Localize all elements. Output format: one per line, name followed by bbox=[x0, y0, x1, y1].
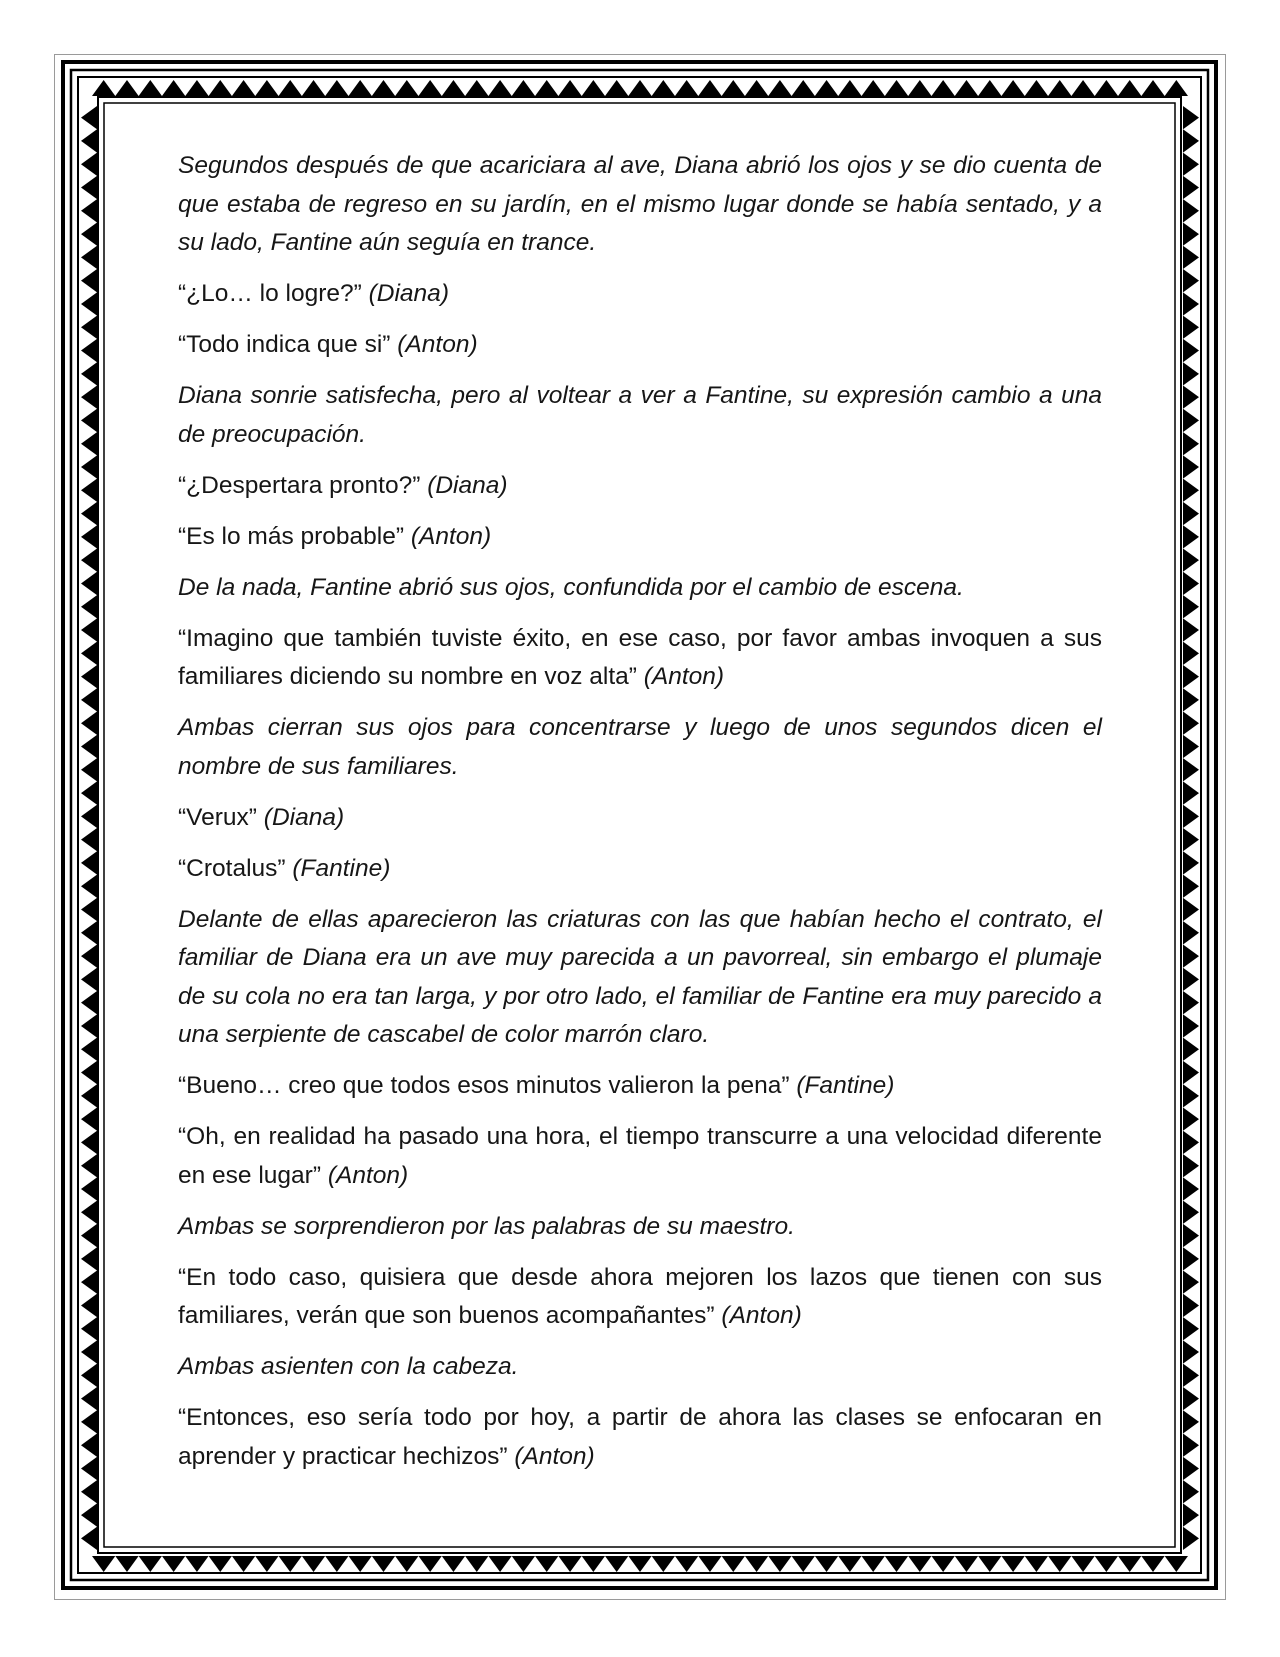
border-triangle bbox=[81, 805, 97, 828]
narration-paragraph: Ambas se sorprendieron por las palabras de su maestro. bbox=[178, 1212, 795, 1240]
border-triangle bbox=[1183, 875, 1199, 898]
border-triangle bbox=[1183, 525, 1199, 548]
border-triangle bbox=[1183, 1527, 1199, 1550]
border-triangle bbox=[1183, 1434, 1199, 1457]
border-triangle bbox=[465, 1556, 488, 1572]
border-triangle bbox=[81, 1224, 97, 1247]
dialogue-line: “Todo indica que si” bbox=[178, 331, 391, 358]
border-triangle bbox=[1183, 595, 1199, 618]
border-triangle bbox=[1183, 828, 1199, 851]
speaker-tag: (Fantine) bbox=[292, 854, 391, 882]
border-triangle bbox=[1183, 1224, 1199, 1247]
border-triangle bbox=[92, 1556, 115, 1572]
border-triangle bbox=[1183, 222, 1199, 245]
border-triangle bbox=[488, 80, 511, 96]
border-triangle bbox=[115, 1556, 138, 1572]
border-triangle bbox=[1183, 944, 1199, 967]
border-triangle bbox=[81, 851, 97, 874]
border-triangle bbox=[418, 80, 441, 96]
border-triangle bbox=[1183, 129, 1199, 152]
border-triangle bbox=[139, 1556, 162, 1572]
border-triangle bbox=[1183, 199, 1199, 222]
dialogue-line: “Entonces, eso sería todo por hoy, a partir de ahora las clases se enfocaran en aprender y practicar hechizos” bbox=[178, 1404, 1102, 1470]
border-triangle bbox=[81, 525, 97, 548]
border-triangle bbox=[209, 1556, 232, 1572]
dialogue-paragraph bbox=[178, 518, 1102, 557]
border-triangle bbox=[232, 1556, 255, 1572]
border-triangle bbox=[279, 80, 302, 96]
dialogue-paragraph bbox=[178, 1399, 1102, 1476]
border-triangle bbox=[255, 80, 278, 96]
dialogue-paragraph bbox=[178, 620, 1102, 697]
border-triangle bbox=[81, 1340, 97, 1363]
border-triangle bbox=[81, 129, 97, 152]
border-triangle bbox=[955, 80, 978, 96]
border-triangle bbox=[862, 1556, 885, 1572]
dialogue-paragraph bbox=[178, 467, 1102, 506]
dialogue-line: “Bueno… creo que todos esos minutos valieron la pena” bbox=[178, 1072, 790, 1099]
border-triangle bbox=[1183, 455, 1199, 478]
border-triangle bbox=[1183, 1387, 1199, 1410]
border-triangle bbox=[81, 246, 97, 269]
border-triangle bbox=[81, 1480, 97, 1503]
border-triangle bbox=[1001, 80, 1024, 96]
border-triangle bbox=[1183, 642, 1199, 665]
border-triangle bbox=[535, 80, 558, 96]
border-triangle bbox=[139, 80, 162, 96]
speaker-tag: (Anton) bbox=[643, 663, 725, 690]
speaker-tag: (Fantine) bbox=[796, 1072, 895, 1099]
border-triangle bbox=[931, 1556, 954, 1572]
border-triangle bbox=[1183, 1271, 1199, 1294]
border-triangle bbox=[325, 80, 348, 96]
border-triangle bbox=[1071, 80, 1094, 96]
border-triangle bbox=[605, 80, 628, 96]
border-triangle bbox=[1183, 432, 1199, 455]
border-triangle bbox=[1183, 991, 1199, 1014]
speaker-tag: (Anton) bbox=[327, 1161, 409, 1189]
border-triangle bbox=[792, 80, 815, 96]
border-triangle bbox=[1048, 80, 1071, 96]
border-triangle bbox=[535, 1556, 558, 1572]
narration-paragraph: Ambas asienten con la cabeza. bbox=[178, 1353, 519, 1380]
border-triangle bbox=[1095, 1556, 1118, 1572]
border-triangle bbox=[1165, 1556, 1188, 1572]
dialogue-line: “En todo caso, quisiera que desde ahora mejoren los lazos que tienen con sus familiares, verán que son buenos acompañantes” bbox=[178, 1263, 1102, 1329]
border-triangle bbox=[1183, 362, 1199, 385]
speaker-tag: (Diana) bbox=[263, 803, 345, 831]
border-triangle bbox=[372, 80, 395, 96]
border-triangle bbox=[1141, 1556, 1164, 1572]
border-triangle bbox=[81, 362, 97, 385]
border-triangle bbox=[1183, 1038, 1199, 1061]
dialogue-paragraph bbox=[178, 1259, 1102, 1336]
border-triangle bbox=[81, 991, 97, 1014]
border-triangle bbox=[81, 549, 97, 572]
border-triangle bbox=[81, 1061, 97, 1084]
border-triangle bbox=[1183, 502, 1199, 525]
border-triangle bbox=[81, 1294, 97, 1317]
border-triangle bbox=[1071, 1556, 1094, 1572]
border-triangle bbox=[1183, 735, 1199, 758]
border-triangle bbox=[81, 1154, 97, 1177]
border-triangle bbox=[792, 1556, 815, 1572]
border-triangle bbox=[1183, 106, 1199, 129]
border-triangle bbox=[349, 1556, 372, 1572]
dialogue-paragraph bbox=[178, 275, 1102, 314]
border-triangle bbox=[81, 1084, 97, 1107]
border-triangle bbox=[279, 1556, 302, 1572]
border-triangle bbox=[1183, 1154, 1199, 1177]
border-triangle bbox=[908, 80, 931, 96]
dialogue-paragraph bbox=[178, 799, 1102, 838]
border-triangle bbox=[162, 80, 185, 96]
border-triangle bbox=[1183, 921, 1199, 944]
border-triangle bbox=[582, 1556, 605, 1572]
border-triangle bbox=[675, 1556, 698, 1572]
border-triangle bbox=[908, 1556, 931, 1572]
dialogue-paragraph bbox=[178, 1067, 1102, 1106]
narration-paragraph: Ambas cierran sus ojos para concentrarse y luego de unos segundos dicen el nombre de sus familiares. bbox=[178, 714, 1102, 780]
border-triangle bbox=[81, 758, 97, 781]
border-triangle bbox=[81, 665, 97, 688]
border-triangle bbox=[1001, 1556, 1024, 1572]
border-triangle bbox=[1183, 269, 1199, 292]
border-triangle bbox=[81, 502, 97, 525]
border-triangle bbox=[652, 1556, 675, 1572]
border-triangle bbox=[1095, 80, 1118, 96]
border-triangle bbox=[395, 1556, 418, 1572]
border-triangle bbox=[1183, 1107, 1199, 1130]
border-triangle bbox=[1183, 758, 1199, 781]
border-triangle bbox=[978, 1556, 1001, 1572]
border-triangle bbox=[255, 1556, 278, 1572]
border-triangle bbox=[628, 80, 651, 96]
border-triangle bbox=[81, 269, 97, 292]
border-triangle bbox=[1165, 80, 1188, 96]
border-triangle bbox=[1183, 618, 1199, 641]
border-triangle bbox=[1183, 316, 1199, 339]
narration-paragraph: Diana sonrie satisfecha, pero al voltear a ver a Fantine, su expresión cambio a una de preocupación. bbox=[178, 382, 1102, 448]
border-triangle bbox=[582, 80, 605, 96]
speaker-tag: (Anton) bbox=[410, 522, 492, 550]
border-triangle bbox=[1183, 1317, 1199, 1340]
border-triangle bbox=[1183, 1201, 1199, 1224]
dialogue-line: “¿Despertara pronto?” bbox=[178, 471, 421, 499]
border-triangle bbox=[558, 80, 581, 96]
border-triangle bbox=[81, 1201, 97, 1224]
border-triangle bbox=[81, 316, 97, 339]
border-triangle bbox=[1141, 80, 1164, 96]
border-triangle bbox=[978, 80, 1001, 96]
border-triangle bbox=[349, 80, 372, 96]
border-triangle bbox=[81, 106, 97, 129]
border-triangle bbox=[1183, 1340, 1199, 1363]
border-triangle bbox=[81, 1107, 97, 1130]
border-triangle bbox=[1183, 1503, 1199, 1526]
border-triangle bbox=[1183, 1131, 1199, 1154]
border-triangle bbox=[745, 80, 768, 96]
border-triangle bbox=[395, 80, 418, 96]
border-triangle bbox=[862, 80, 885, 96]
border-triangle bbox=[1183, 1364, 1199, 1387]
border-triangle bbox=[81, 1410, 97, 1433]
border-triangle bbox=[605, 1556, 628, 1572]
dialogue-paragraph bbox=[178, 326, 1102, 365]
border-triangle bbox=[115, 80, 138, 96]
border-triangle bbox=[1118, 80, 1141, 96]
border-triangle bbox=[302, 1556, 325, 1572]
border-triangle bbox=[1183, 246, 1199, 269]
border-triangle bbox=[81, 735, 97, 758]
border-triangle bbox=[722, 1556, 745, 1572]
border-triangle bbox=[81, 1038, 97, 1061]
border-triangle bbox=[1183, 1294, 1199, 1317]
border-triangle bbox=[1183, 781, 1199, 804]
border-triangle bbox=[1183, 385, 1199, 408]
border-triangle bbox=[185, 1556, 208, 1572]
story-text bbox=[178, 147, 1102, 1489]
border-triangle bbox=[1183, 805, 1199, 828]
border-triangle bbox=[1183, 665, 1199, 688]
border-triangle bbox=[81, 1247, 97, 1270]
narration-paragraph: Segundos después de que acariciara al ave, Diana abrió los ojos y se dio cuenta de que estaba de regreso en su jardín, en el mismo lugar donde se había sentado, y a su lado, Fantine aún seguía en trance. bbox=[178, 152, 1102, 256]
border-triangle bbox=[512, 1556, 535, 1572]
border-triangle bbox=[885, 80, 908, 96]
border-triangle bbox=[81, 1387, 97, 1410]
border-triangle bbox=[1183, 1457, 1199, 1480]
border-triangle bbox=[81, 921, 97, 944]
speaker-tag: (Diana) bbox=[368, 280, 449, 307]
border-triangle bbox=[81, 781, 97, 804]
border-triangle bbox=[81, 944, 97, 967]
border-triangle bbox=[1183, 1177, 1199, 1200]
dialogue-line: “Verux” bbox=[178, 803, 257, 831]
border-triangle bbox=[838, 1556, 861, 1572]
border-triangle bbox=[81, 222, 97, 245]
border-triangle bbox=[1183, 1410, 1199, 1433]
border-triangle bbox=[81, 1131, 97, 1154]
border-triangle bbox=[698, 1556, 721, 1572]
border-triangle bbox=[698, 80, 721, 96]
border-triangle bbox=[1183, 339, 1199, 362]
border-triangle bbox=[81, 1457, 97, 1480]
speaker-tag: (Anton) bbox=[514, 1442, 595, 1470]
border-triangle bbox=[81, 712, 97, 735]
border-triangle bbox=[81, 1364, 97, 1387]
border-triangle bbox=[162, 1556, 185, 1572]
border-triangle bbox=[81, 898, 97, 921]
border-triangle bbox=[1183, 549, 1199, 572]
border-triangle bbox=[885, 1556, 908, 1572]
border-triangle bbox=[81, 1434, 97, 1457]
border-triangle bbox=[1183, 1061, 1199, 1084]
narration-paragraph: De la nada, Fantine abrió sus ojos, confundida por el cambio de escena. bbox=[178, 573, 964, 601]
border-triangle bbox=[838, 80, 861, 96]
border-triangle bbox=[558, 1556, 581, 1572]
dialogue-line: “Es lo más probable” bbox=[178, 522, 405, 550]
border-triangle bbox=[81, 292, 97, 315]
border-triangle bbox=[81, 409, 97, 432]
border-triangle bbox=[1183, 688, 1199, 711]
border-triangle bbox=[81, 385, 97, 408]
border-triangle bbox=[81, 1271, 97, 1294]
border-triangle bbox=[465, 80, 488, 96]
border-triangle bbox=[745, 1556, 768, 1572]
dialogue-line: “Imagino que también tuviste éxito, en ese caso, por favor ambas invoquen a sus familiares diciendo su nombre en voz alta” bbox=[178, 624, 1102, 690]
border-triangle bbox=[1025, 1556, 1048, 1572]
border-triangle bbox=[1183, 409, 1199, 432]
border-triangle bbox=[1183, 968, 1199, 991]
border-triangle bbox=[81, 1503, 97, 1526]
dialogue-paragraph bbox=[178, 1118, 1102, 1195]
border-triangle bbox=[815, 1556, 838, 1572]
border-triangle bbox=[722, 80, 745, 96]
dialogue-paragraph bbox=[178, 850, 1102, 889]
border-triangle bbox=[81, 642, 97, 665]
speaker-tag: (Anton) bbox=[721, 1302, 802, 1329]
border-triangle bbox=[628, 1556, 651, 1572]
border-triangle bbox=[768, 1556, 791, 1572]
border-triangle bbox=[302, 80, 325, 96]
border-triangle bbox=[1025, 80, 1048, 96]
border-triangle bbox=[815, 80, 838, 96]
border-triangle bbox=[1183, 1480, 1199, 1503]
border-triangle bbox=[1183, 712, 1199, 735]
border-triangle bbox=[185, 80, 208, 96]
border-triangle bbox=[81, 153, 97, 176]
border-triangle bbox=[768, 80, 791, 96]
border-triangle bbox=[81, 1177, 97, 1200]
border-triangle bbox=[675, 80, 698, 96]
border-triangle bbox=[209, 80, 232, 96]
border-triangle bbox=[81, 828, 97, 851]
border-triangle bbox=[1183, 153, 1199, 176]
border-triangle bbox=[1183, 851, 1199, 874]
narration-paragraph: Delante de ellas aparecieron las criaturas con las que habían hecho el contrato, el familiar de Diana era un ave muy parecida a un pavorreal, sin embargo el plumaje de su cola no era tan larga, y por otro lado, el familiar de Fantine era muy parecido a una serpiente de cascabel de color marrón claro. bbox=[178, 905, 1102, 1048]
border-triangle bbox=[232, 80, 255, 96]
border-triangle bbox=[1183, 898, 1199, 921]
speaker-tag: (Anton) bbox=[397, 331, 478, 358]
border-triangle bbox=[81, 572, 97, 595]
border-triangle bbox=[81, 618, 97, 641]
border-triangle bbox=[1183, 572, 1199, 595]
border-triangle bbox=[442, 1556, 465, 1572]
border-triangle bbox=[81, 595, 97, 618]
border-triangle bbox=[81, 1527, 97, 1550]
border-triangle bbox=[81, 1317, 97, 1340]
border-triangle bbox=[418, 1556, 441, 1572]
border-triangle bbox=[81, 339, 97, 362]
dialogue-line: “¿Lo… lo logre?” bbox=[178, 280, 362, 307]
border-triangle bbox=[652, 80, 675, 96]
speaker-tag: (Diana) bbox=[427, 471, 508, 499]
border-triangle bbox=[1183, 176, 1199, 199]
border-triangle bbox=[81, 479, 97, 502]
border-triangle bbox=[512, 80, 535, 96]
border-triangle bbox=[1183, 1014, 1199, 1037]
border-triangle bbox=[81, 455, 97, 478]
border-triangle bbox=[325, 1556, 348, 1572]
border-triangle bbox=[931, 80, 954, 96]
border-triangle bbox=[1183, 1247, 1199, 1270]
border-triangle bbox=[955, 1556, 978, 1572]
border-triangle bbox=[1183, 292, 1199, 315]
border-triangle bbox=[81, 1014, 97, 1037]
border-triangle bbox=[442, 80, 465, 96]
border-triangle bbox=[81, 875, 97, 898]
border-triangle bbox=[81, 968, 97, 991]
border-triangle bbox=[1048, 1556, 1071, 1572]
dialogue-line: “Crotalus” bbox=[178, 854, 286, 882]
border-triangle bbox=[372, 1556, 395, 1572]
border-triangle bbox=[1183, 1084, 1199, 1107]
border-triangle bbox=[81, 432, 97, 455]
dialogue-line: “Oh, en realidad ha pasado una hora, el tiempo transcurre a una velocidad diferente en ese lugar” bbox=[178, 1123, 1102, 1189]
border-triangle bbox=[488, 1556, 511, 1572]
border-triangle bbox=[1118, 1556, 1141, 1572]
border-triangle bbox=[81, 688, 97, 711]
border-triangle bbox=[92, 80, 115, 96]
border-triangle bbox=[1183, 479, 1199, 502]
border-triangle bbox=[81, 199, 97, 222]
border-triangle bbox=[81, 176, 97, 199]
